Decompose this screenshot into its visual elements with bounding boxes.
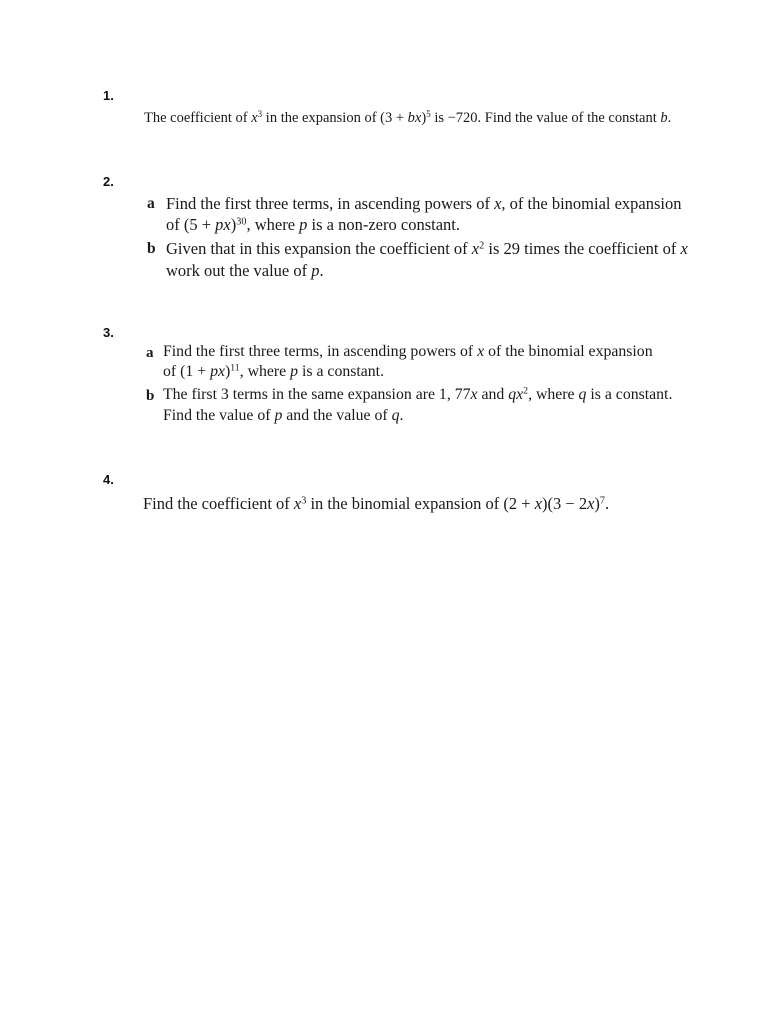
- math-variable: x: [680, 239, 688, 258]
- text-segment: The first 3 terms in the same expansion are 1, 77: [163, 386, 471, 403]
- text-segment: .: [319, 261, 324, 280]
- text-segment: ): [225, 363, 231, 380]
- math-variable: x: [470, 386, 478, 403]
- math-variable: x: [471, 239, 480, 258]
- question-number: 1.: [103, 88, 114, 103]
- math-variable: p: [311, 261, 320, 280]
- math-variable: bx: [407, 110, 422, 126]
- text-segment: ): [421, 110, 427, 126]
- exponent: 3: [301, 495, 307, 507]
- question-number: 3.: [103, 325, 114, 340]
- question-2b-line-2: [166, 261, 324, 281]
- question-2a-line-2: [166, 215, 460, 235]
- text-segment: , where: [528, 386, 579, 403]
- math-variable: p: [299, 215, 308, 234]
- math-variable: q: [391, 407, 400, 424]
- exponent: 30: [236, 216, 247, 228]
- exponent: 7: [599, 495, 606, 507]
- text-segment: of the binomial expansion: [484, 343, 653, 360]
- text-segment: ): [594, 494, 600, 513]
- math-variable: x: [534, 494, 543, 513]
- math-variable: p: [274, 407, 283, 424]
- text-segment: .: [399, 407, 404, 424]
- question-3b-line-2: [163, 407, 403, 425]
- text-segment: work out the value of: [166, 261, 312, 280]
- question-3a-line-1: [163, 343, 653, 361]
- text-segment: is a constant.: [586, 386, 673, 403]
- part-label: a: [146, 345, 154, 361]
- text-segment: , of the binomial expansion: [501, 194, 682, 213]
- text-segment: is a non-zero constant.: [307, 215, 460, 234]
- text-segment: and: [477, 386, 509, 403]
- text-segment: Find the coefficient of: [143, 494, 294, 513]
- exponent: 2: [479, 240, 485, 252]
- math-variable: x: [293, 494, 302, 513]
- text-segment: in the expansion of (3 +: [262, 110, 408, 126]
- question-3a-line-2: [163, 363, 384, 381]
- math-variable: qx: [508, 386, 524, 403]
- text-segment: is 29 times the coefficient of: [484, 239, 681, 258]
- question-2b-line-1: [166, 239, 688, 259]
- text-segment: , where: [246, 215, 300, 234]
- part-label: a: [147, 195, 155, 212]
- exponent: 2: [523, 385, 529, 397]
- math-variable: p: [290, 363, 299, 380]
- exponent: 5: [426, 109, 431, 120]
- text-segment: Find the first three terms, in ascending powers of: [163, 343, 478, 360]
- text-segment: .: [667, 110, 672, 126]
- question-1-text: [144, 110, 671, 127]
- question-4-text: [143, 494, 609, 514]
- text-segment: The coefficient of: [144, 110, 252, 126]
- text-segment: of (5 +: [166, 215, 216, 234]
- part-label: b: [146, 388, 155, 404]
- text-segment: Find the value of: [163, 407, 275, 424]
- math-variable: px: [210, 363, 225, 380]
- math-variable: b: [660, 110, 668, 126]
- text-segment: ): [230, 215, 237, 234]
- text-segment: , where: [239, 363, 291, 380]
- question-number: 4.: [103, 472, 114, 487]
- math-variable: q: [578, 386, 587, 403]
- question-3b-line-1: [163, 386, 672, 404]
- question-2a-line-1: [166, 194, 682, 214]
- text-segment: )(3 − 2: [542, 494, 588, 513]
- exponent: 3: [257, 109, 263, 120]
- math-variable: x: [494, 194, 502, 213]
- math-variable: x: [587, 494, 595, 513]
- math-variable: x: [251, 110, 258, 126]
- text-segment: of (1 +: [163, 363, 211, 380]
- math-variable: px: [215, 215, 231, 234]
- math-variable: x: [477, 343, 485, 360]
- text-segment: .: [605, 494, 610, 513]
- text-segment: is a constant.: [298, 363, 385, 380]
- question-number: 2.: [103, 174, 114, 189]
- text-segment: in the binomial expansion of (2 +: [306, 494, 535, 513]
- text-segment: Given that in this expansion the coefficient of: [166, 239, 472, 258]
- exponent: 11: [230, 362, 240, 374]
- part-label: b: [147, 240, 156, 257]
- text-segment: and the value of: [282, 407, 392, 424]
- text-segment: Find the first three terms, in ascending powers of: [166, 194, 495, 213]
- text-segment: is −720. Find the value of the constant: [430, 110, 661, 126]
